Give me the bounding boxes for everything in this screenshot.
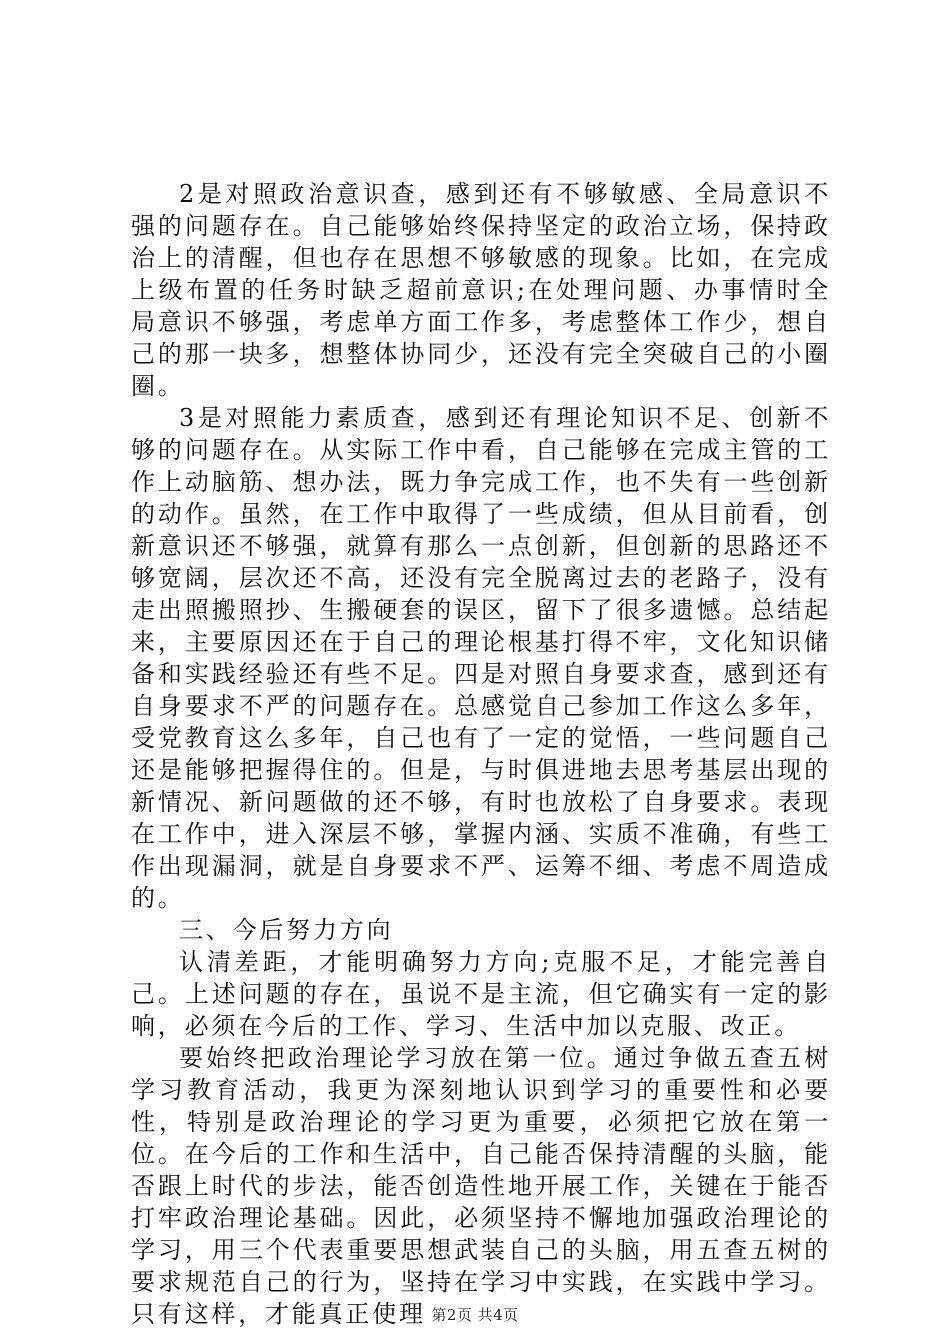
document-body [131, 178, 831, 1330]
page-number-footer: 第2页 共4页 [431, 1306, 519, 1324]
paragraph-political-awareness: 2是对照政治意识查，感到还有不够敏感、全局意识不强的问题存在。自己能够始终保持坚定的政治立场，保持政治上的清醒，但也存在思想不够敏感的现象。比如，在完成上级布置的任务时缺乏超前意识;在处理问题、办事情时全局意识不够强，考虑单方面工作多，考虑整体工作少，想自己的那一块多，想整体协同少，还没有完全突破自己的小圈圈。 [131, 180, 831, 400]
paragraph-ability-quality: 3是对照能力素质查，感到还有理论知识不足、创新不够的问题存在。从实际工作中看，自己能够在完成主管的工作上动脑筋、想办法，既力争完成工作，也不失有一些创新的动作。虽然，在工作中取得了一些成绩，但从目前看，创新意识还不够强，就算有那么一点创新，但创新的思路还不够宽阔，层次还不高，还没有完全脱离过去的老路子，没有走出照搬照抄、生搬硬套的误区，留下了很多遗憾。总结起来，主要原因还在于自己的理论根基打得不牢，文化知识储备和实践经验还有些不足。四是对照自身要求查，感到还有自身要求不严的问题存在。总感觉自己参加工作这么多年，受党教育这么多年，自己也有了一定的觉悟，一些问题自己还是能够把握得住的。但是，与时俱进地去思考基层出现的新情况、新问题做的还不够，有时也放松了自身要求。表现在工作中，进入深层不够，掌握内涵、实质不准确，有些工作出现漏洞，就是自身要求不严、运筹不细、考虑不周造成的。 [131, 404, 831, 912]
section-heading: 三、今后努力方向 [179, 916, 394, 944]
paragraph-recognize-gap: 认清差距，才能明确努力方向;克服不足，才能完善自己。上述问题的存在，虽说不是主流，但它确实有一定的影响，必须在今后的工作、学习、生活中加以克服、改正。 [131, 948, 831, 1040]
paragraph-political-study: 要始终把政治理论学习放在第一位。通过争做五查五树学习教育活动，我更为深刻地认识到学习的重要性和必要性，特别是政治理论的学习更为重要，必须把它放在第一位。在今后的工作和生活中，自己能否保持清醒的头脑，能否跟上时代的步法，能否创造性地开展工作，关键在于能否打牢政治理论基础。因此，必须坚持不懈地加强政治理论的学习，用三个代表重要思想武装自己的头脑，用五查五树的要求规范自己的行为，坚持在学习中实践，在实践中学习。只有这样，才能真正使理 [131, 1044, 831, 1328]
